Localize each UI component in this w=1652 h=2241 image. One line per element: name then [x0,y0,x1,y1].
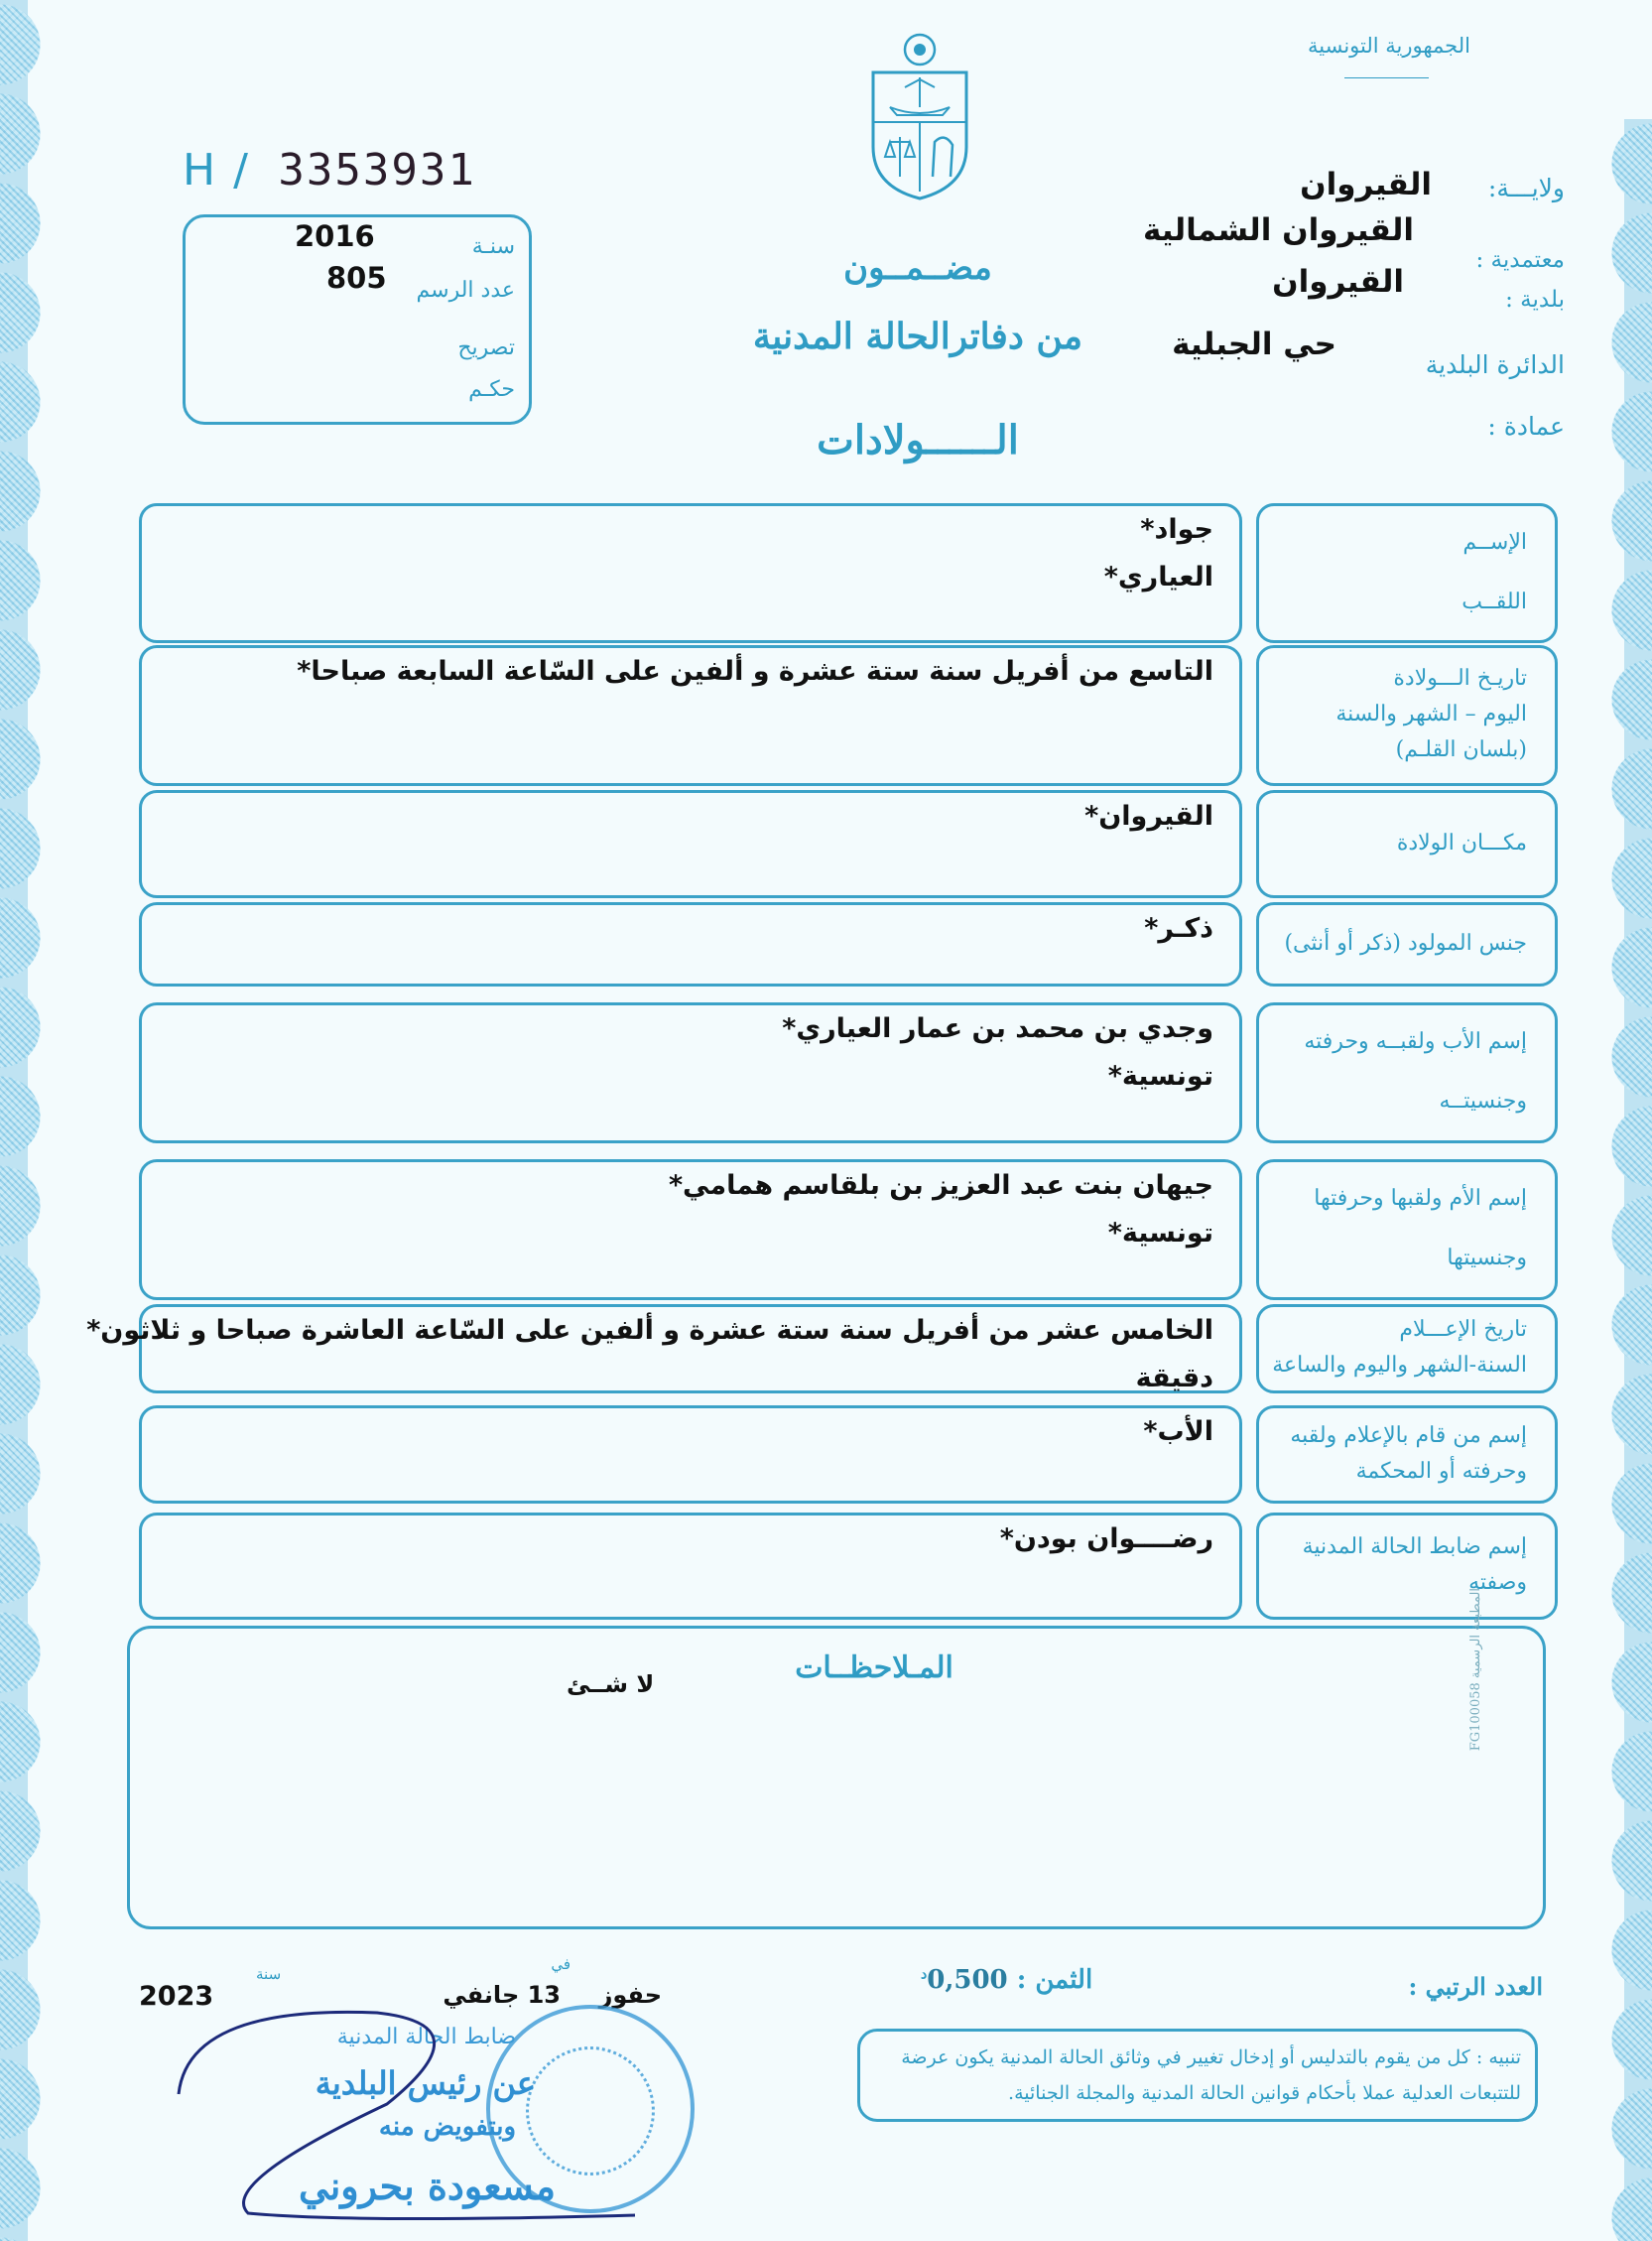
in-label: في [551,1955,571,1973]
field-label-box-birth-place [1256,790,1558,898]
declarant-value: الأب* [1143,1416,1213,1447]
declarant-label: وحرفته أو المحكمة [1355,1458,1527,1484]
mother-value: تونسية* [1107,1218,1213,1249]
guilloche-wave-left [0,0,69,2241]
father-value: تونسية* [1107,1061,1213,1092]
title-extract: مضــمــون [843,248,992,288]
field-value-box-mother [139,1159,1242,1300]
father-label: إسم الأب ولقبــه وحرفته [1304,1029,1527,1054]
delegation-label: معتمدية : [1475,247,1565,273]
issue-year: 2023 [139,1981,214,2012]
mother-label: وجنسيتها [1447,1246,1527,1270]
declaration-date-value: دقيقة [1135,1363,1213,1393]
price [921,1965,1092,1995]
district-value: حي الجبلية [1172,327,1336,362]
remarks-box [127,1626,1546,1929]
price-label: الثمن : [1016,1965,1093,1995]
serial-prefix: H / [183,145,250,196]
serial-number-label: العدد الرتبي : [1408,1972,1543,2001]
delegation-value: القيروان الشمالية [1143,212,1414,248]
issue-date: 13 جانفي [443,1981,561,2009]
declarant-label: إسم من قام بالإعلام ولقبه [1290,1422,1527,1448]
stamp-line-3: وبتفويض منه [378,2112,516,2142]
year-label-footer: سنة [256,1965,282,1983]
remarks-title: المـلاحظــات [795,1650,953,1685]
stamp-line-1: ضابط الحالة المدنية [336,2025,516,2049]
birth-place-label: مكـــان الولادة [1396,830,1527,856]
imada-label: عمادة : [1487,412,1565,441]
municipality-value: القيروان [1272,264,1404,300]
declaration-label: تصريح [457,335,515,360]
birth-date-value: التاسع من أفريل سنة ستة عشرة و ألفين على السّاعة السابعة صباحا* [297,656,1213,687]
field-label-box-declarant [1256,1405,1558,1504]
field-label-box-declaration-date [1256,1304,1558,1393]
municipality-label: بلدية : [1505,287,1565,313]
field-label-box-mother [1256,1159,1558,1300]
birth-date-label: (بلسان القلـم) [1395,737,1527,762]
sex-value: ذكـر* [1144,913,1213,944]
notice-line-1: تنبيه : كل من يقوم بالتدليس أو إدخال تغيير في وثائق الحالة المدنية يكون عرضة [901,2046,1521,2068]
printer-mark: المطبعة الرسمية FG100058 [1468,1588,1483,1752]
legal-notice-box [857,2029,1538,2122]
act-number: 805 [326,261,387,295]
name-surname-value: جواد* [1140,514,1213,545]
section-title-births: الــــــولادات [817,417,1019,463]
field-label-box-name-surname [1256,503,1558,643]
name-surname-label: اللقــب [1461,589,1527,614]
field-value-box-birth-date [139,645,1242,786]
field-value-box-father [139,1002,1242,1143]
price-value: 0,500 [927,1965,1008,1995]
declaration-date-value: الخامس عشر من أفريل سنة ستة عشرة و ألفين على السّاعة العاشرة صباحا و ثلاثون* [86,1315,1213,1346]
field-label-box-birth-date [1256,645,1558,786]
birth-date-label: اليوم – الشهر والسنة [1335,702,1527,726]
field-value-box-birth-place [139,790,1242,898]
guilloche-wave-right [1583,119,1652,2241]
district-label: الدائرة البلدية [1425,350,1565,379]
field-label-box-sex [1256,902,1558,987]
mother-value: جيهان بنت عبد العزيز بن بلقاسم همامي* [668,1170,1213,1201]
father-label: وجنسيتــه [1439,1089,1527,1114]
serial-number [183,145,476,196]
governorate-value: القيروان [1300,167,1432,202]
field-value-box-declarant [139,1405,1242,1504]
registry-year: 2016 [295,219,375,253]
father-value: وجدي بن محمد بن عمار العياري* [782,1013,1213,1044]
declaration-date-label: السنة-الشهر واليوم والساعة [1272,1353,1527,1378]
serial-value: 3353931 [278,145,476,196]
declaration-date-label: تاريخ الإعـــلام [1399,1317,1527,1342]
birth-place-value: القيروان* [1084,801,1213,832]
field-label-box-registrar [1256,1513,1558,1620]
official-stamp [159,1995,714,2233]
field-value-box-declaration-date [86,1304,1242,1393]
signature-icon [159,1995,714,2233]
tunisia-emblem-icon [865,28,974,201]
issue-place: حفوز [598,1981,662,2009]
sex-label: جنس المولود (ذكر أو أنثى) [1284,930,1527,956]
title-registers: من دفاترالحالة المدنية [752,316,1083,357]
birth-date-label: تاريـخ الـــولادة [1393,666,1527,691]
act-number-label: عدد الرسم [416,278,515,303]
field-value-box-sex [139,902,1242,987]
notice-line-2: للتتبعات العدلية عملا بأحكام قوانين الحالة المدنية والمجلة الجنائية. [1008,2082,1521,2104]
registrar-value: رضــــوان بودن* [999,1523,1213,1554]
judgment-label: حكـم [468,377,515,402]
year-label: سنـة [471,234,515,259]
field-value-box-name-surname [139,503,1242,643]
governorate-label: ولايـــة: [1487,174,1565,202]
divider [1344,77,1429,78]
republic-title: الجمهورية التونسية [1308,34,1470,58]
stamp-line-2: عن رئيس البلدية [315,2064,536,2102]
registrar-label: وصفته [1468,1570,1527,1595]
field-label-box-father [1256,1002,1558,1143]
registrar-label: إسم ضابط الحالة المدنية [1302,1534,1527,1559]
mother-label: إسم الأم ولقبها وحرفتها [1314,1186,1527,1211]
name-surname-label: الإســم [1462,529,1527,555]
remarks-value: لا شــئ [567,1670,655,1698]
stamp-line-4: مسعودة بحروني [299,2164,556,2208]
name-surname-value: العياري* [1103,562,1213,593]
registry-box [183,214,532,425]
field-value-box-registrar [139,1513,1242,1620]
price-unit: د [921,1966,928,1983]
